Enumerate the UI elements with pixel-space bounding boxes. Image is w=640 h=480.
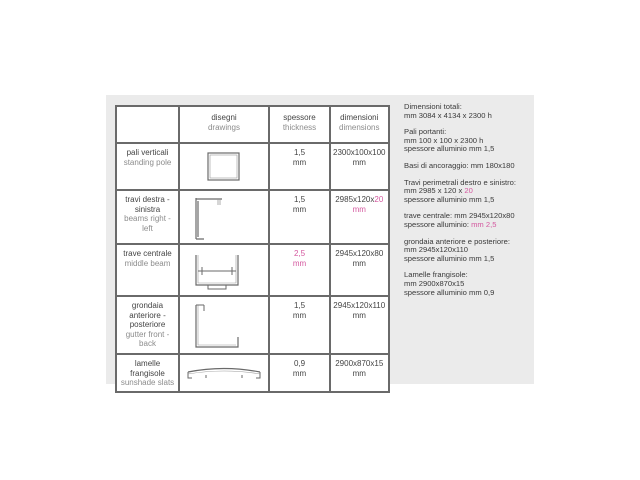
dimensions-value (333, 301, 386, 311)
table-header-row (116, 106, 389, 143)
header-dimensions (330, 106, 389, 143)
central-value: trave centrale: mm 2945x120x80 (404, 211, 515, 221)
dimensions-main: 2945x120x80 (335, 249, 384, 258)
thickness-cell (269, 296, 330, 354)
header-empty-cell (116, 106, 179, 143)
dimensions-unit: mm (352, 157, 366, 167)
drawing-cell (179, 190, 269, 244)
dimensions-value (333, 195, 386, 205)
central-thickness-highlight: mm 2,5 (471, 219, 497, 229)
bases-block (404, 162, 540, 171)
dimensions-cell (330, 244, 389, 296)
table-row (116, 190, 389, 244)
middle-beam-profile-icon (182, 249, 266, 293)
dimensions-main: 2300x100x100 (333, 148, 386, 157)
gutter-profile-icon (182, 301, 266, 351)
slats-label: Lamelle frangisole: (404, 270, 468, 280)
perimeter-value-highlight: 20 (464, 186, 473, 196)
component-name-en: middle beam (124, 258, 171, 268)
slat-profile-icon (182, 359, 266, 389)
dimensions-main: 2985x120x (335, 195, 375, 204)
perimeter-thickness: spessore alluminio mm 1,5 (404, 194, 495, 204)
totals-block (404, 103, 540, 120)
thickness-value: 1,5 (293, 148, 306, 157)
gutter-thickness: spessore alluminio mm 1,5 (404, 253, 495, 263)
central-thickness (404, 221, 540, 230)
table-row (116, 296, 389, 354)
thickness-cell (269, 244, 330, 296)
component-name-en: sunshade slats (120, 378, 175, 387)
slats-value: mm 2900x870x15 (404, 278, 465, 288)
totals-value: mm 3084 x 4134 x 2300 h (404, 110, 492, 120)
thickness-value: 1,5 (293, 301, 306, 310)
drawing-cell (179, 143, 269, 190)
header-thickness-it: spessore (283, 113, 316, 122)
spec-table (115, 105, 390, 393)
thickness-unit: mm (292, 258, 307, 268)
square-post-section-icon (194, 148, 254, 186)
drawing-cell (179, 296, 269, 354)
side-beam-profile-icon (182, 195, 266, 241)
thickness-value: 0,9 (293, 359, 306, 368)
perimeter-value-main: mm 2985 x 120 x (404, 186, 465, 196)
totals-label: Dimensioni totali: (404, 102, 462, 111)
header-dimensions-en: dimensions (339, 122, 380, 132)
component-name-cell (116, 354, 179, 392)
header-thickness-en: thickness (282, 122, 317, 132)
table-row (116, 354, 389, 392)
header-dimensions-it: dimensioni (340, 113, 379, 122)
thickness-cell (269, 354, 330, 392)
gutter-block (404, 238, 540, 264)
dimensions-main: 2900x870x15 (335, 359, 384, 368)
dimensions-unit: mm (352, 204, 366, 214)
dimensions-highlight: 20 (374, 195, 384, 204)
header-drawings-en: drawings (207, 122, 240, 132)
central-block (404, 212, 540, 229)
thickness-unit: mm (292, 368, 307, 378)
component-name-en: beams right - left (124, 214, 171, 233)
dimensions-value (333, 148, 386, 158)
gutter-label: grondaia anteriore e posteriore: (404, 236, 510, 246)
dimensions-cell (330, 190, 389, 244)
dimensions-value (333, 249, 386, 259)
component-name-it: pali verticali (126, 148, 169, 157)
dimensions-cell (330, 354, 389, 392)
thickness-cell (269, 190, 330, 244)
thickness-value: 2,5 (293, 249, 306, 258)
gutter-value: mm 2945x120x110 (404, 245, 469, 255)
posts-label: Pali portanti: (404, 127, 447, 137)
component-name-it: trave centrale (123, 249, 172, 258)
slats-block (404, 271, 540, 297)
component-name-cell (116, 190, 179, 244)
dimensions-cell (330, 143, 389, 190)
specs-summary (404, 103, 540, 305)
bases-text: Basi di ancoraggio: mm 180x180 (404, 160, 515, 170)
drawing-cell (179, 354, 269, 392)
posts-thickness: spessore alluminio mm 1,5 (404, 144, 495, 154)
central-thickness-main: spessore alluminio: (404, 219, 472, 229)
thickness-unit: mm (292, 157, 307, 167)
dimensions-unit: mm (352, 368, 366, 378)
header-thickness (269, 106, 330, 143)
thickness-value: 1,5 (293, 195, 306, 204)
component-name-en: gutter front - back (125, 329, 170, 348)
thickness-unit: mm (292, 310, 307, 320)
component-name-it: travi destra - sinistra (125, 195, 170, 214)
component-name-cell (116, 143, 179, 190)
component-name-cell (116, 296, 179, 354)
perimeter-block (404, 179, 540, 205)
component-name-it: grondaia anteriore - posteriore (129, 301, 166, 329)
table-row (116, 143, 389, 190)
dimensions-value (333, 359, 386, 369)
posts-block (404, 128, 540, 154)
slats-thickness: spessore alluminio mm 0,9 (404, 287, 495, 297)
dimensions-unit: mm (352, 258, 366, 268)
posts-value: mm 100 x 100 x 2300 h (404, 135, 484, 145)
component-name-en: standing pole (123, 157, 172, 167)
thickness-cell (269, 143, 330, 190)
header-drawings-it: disegni (211, 113, 237, 122)
component-name-it: lamelle frangisole (130, 359, 165, 378)
perimeter-label: Travi perimetrali destro e sinistro: (404, 177, 516, 187)
dimensions-unit: mm (352, 310, 366, 320)
component-name-cell (116, 244, 179, 296)
thickness-unit: mm (292, 204, 307, 214)
dimensions-main: 2945x120x110 (333, 301, 386, 310)
drawing-cell (179, 244, 269, 296)
header-drawings (179, 106, 269, 143)
dimensions-cell (330, 296, 389, 354)
table-row (116, 244, 389, 296)
